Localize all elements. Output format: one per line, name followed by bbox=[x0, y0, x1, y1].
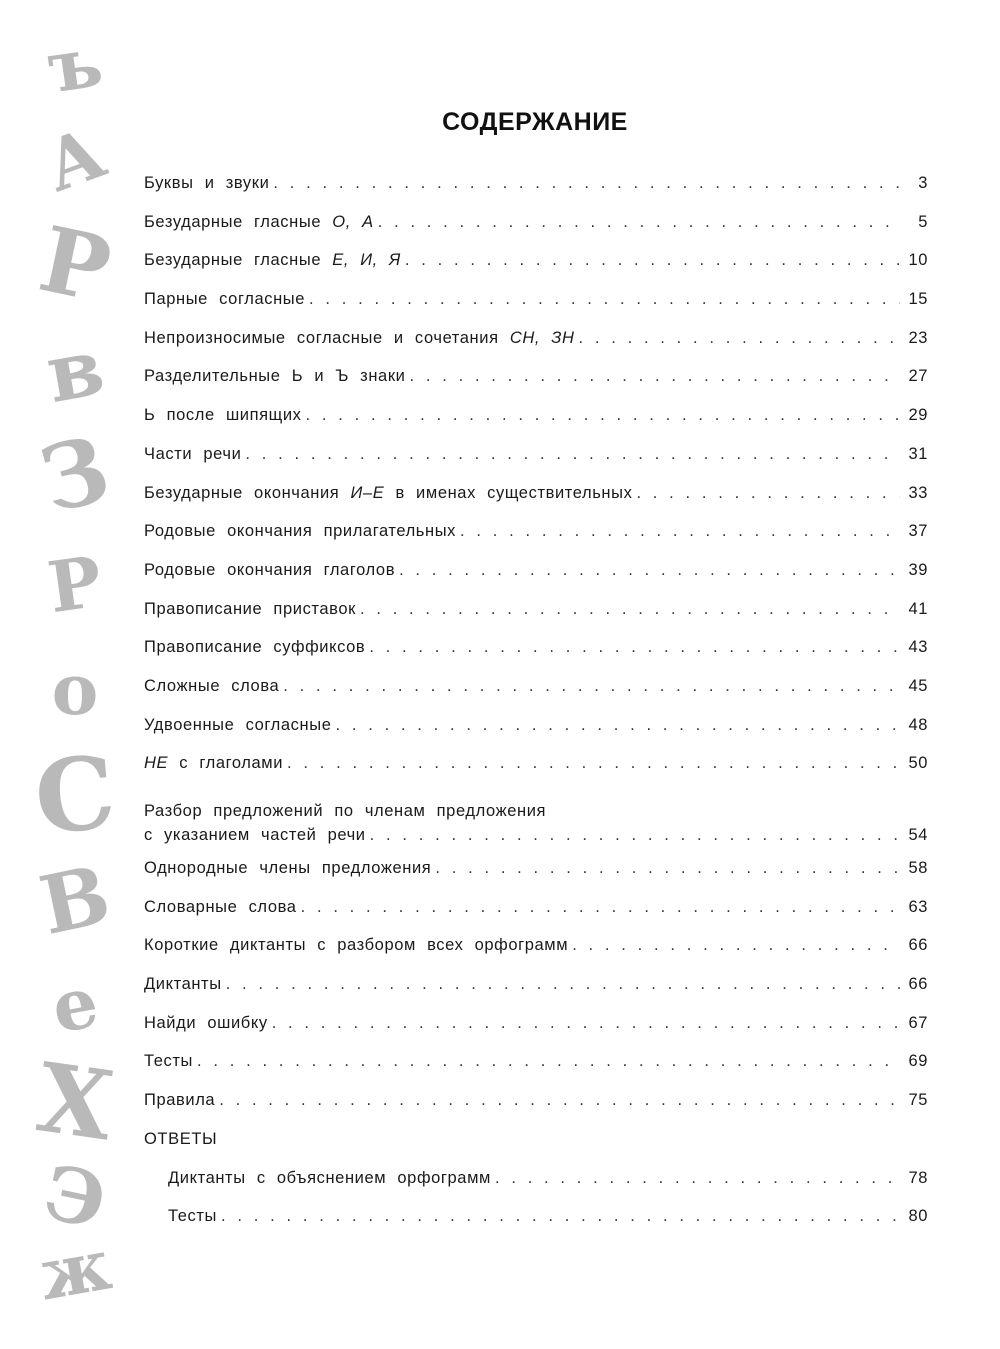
toc-page-number: 10 bbox=[908, 251, 928, 270]
dot-leader bbox=[272, 1014, 900, 1033]
dot-leader bbox=[409, 367, 900, 386]
toc-entry-title: Тесты bbox=[168, 1207, 217, 1226]
dot-leader bbox=[287, 754, 900, 773]
toc-entry-title: Разделительные Ь и Ъ знаки bbox=[144, 367, 406, 386]
toc-page-number: 75 bbox=[908, 1091, 928, 1110]
toc-entry bbox=[144, 1207, 928, 1246]
toc-entry bbox=[144, 716, 928, 755]
decorative-letter: е bbox=[45, 959, 105, 1050]
toc-page-number: 27 bbox=[908, 367, 928, 386]
dot-leader bbox=[335, 716, 900, 735]
decorative-letter: ж bbox=[32, 1222, 117, 1317]
toc-entry bbox=[144, 1091, 928, 1130]
toc-entry-title: Ь после шипящих bbox=[144, 406, 302, 425]
toc-entry bbox=[144, 898, 928, 937]
dot-leader bbox=[370, 823, 900, 847]
toc-entry-title: Безударные гласные Е, И, Я bbox=[144, 251, 401, 270]
toc-entry-title: Безударные окончания И–Е в именах существительных bbox=[144, 483, 633, 502]
toc-entry-title: Родовые окончания прилагательных bbox=[144, 522, 457, 541]
toc-entry bbox=[144, 1014, 928, 1053]
dot-leader bbox=[306, 406, 900, 425]
dot-leader bbox=[301, 898, 900, 917]
toc-entry-title: Найди ошибку bbox=[144, 1013, 268, 1032]
dot-leader bbox=[245, 445, 900, 464]
toc-entry bbox=[144, 600, 928, 639]
dot-leader bbox=[378, 213, 900, 232]
toc-entry bbox=[144, 859, 928, 898]
toc-entry-title: Словарные слова bbox=[144, 897, 297, 916]
toc-entry-title: Диктанты с объяснением орфограмм bbox=[168, 1168, 491, 1187]
toc-entry bbox=[144, 1169, 928, 1208]
toc-entry bbox=[144, 174, 928, 213]
dot-leader bbox=[405, 251, 900, 270]
toc-page-number: 37 bbox=[908, 522, 928, 541]
toc-page-number: 80 bbox=[908, 1207, 928, 1226]
dot-leader bbox=[360, 600, 900, 619]
toc-page-number: 29 bbox=[908, 406, 928, 425]
decorative-letter: А bbox=[33, 110, 116, 209]
decorative-letter-strip bbox=[20, 19, 130, 1320]
decorative-letter: ъ bbox=[42, 19, 108, 110]
toc-entry bbox=[144, 367, 928, 406]
toc-page-number: 39 bbox=[908, 560, 928, 579]
toc-page-number: 41 bbox=[908, 599, 928, 618]
toc-page-number: 66 bbox=[908, 975, 928, 994]
toc-entry bbox=[144, 290, 928, 329]
dot-leader bbox=[460, 522, 900, 541]
toc-entry-title: Правила bbox=[144, 1091, 216, 1110]
dot-leader bbox=[399, 561, 900, 580]
toc-entry bbox=[144, 213, 928, 252]
toc-entry bbox=[144, 561, 928, 600]
dot-leader bbox=[369, 638, 900, 657]
toc-entry bbox=[144, 406, 928, 445]
toc-entry bbox=[144, 638, 928, 677]
toc-entry bbox=[144, 1052, 928, 1091]
toc-page-number: 31 bbox=[908, 444, 928, 463]
toc-page-number: 58 bbox=[908, 859, 928, 877]
dot-leader bbox=[578, 329, 900, 348]
toc-entry bbox=[144, 754, 928, 793]
decorative-letter: Х bbox=[30, 1042, 120, 1163]
toc-entry-title: Правописание суффиксов bbox=[144, 638, 366, 657]
toc-page-number: 15 bbox=[908, 290, 928, 309]
dot-leader bbox=[309, 290, 900, 309]
toc-entry-title: Родовые окончания глаголов bbox=[144, 560, 396, 579]
toc-entry bbox=[144, 975, 928, 1014]
toc-entry bbox=[144, 484, 928, 523]
toc-entry-title-line1: Разбор предложений по членам предложения bbox=[144, 802, 547, 820]
decorative-letter: Р bbox=[30, 206, 120, 324]
toc-entry bbox=[144, 522, 928, 561]
toc-entry bbox=[144, 936, 928, 975]
dot-leader bbox=[283, 677, 900, 696]
toc-entry-title: Парные согласные bbox=[144, 290, 306, 309]
answers-heading: ОТВЕТЫ bbox=[144, 1129, 218, 1148]
dot-leader bbox=[435, 859, 900, 878]
decorative-letter: С bbox=[30, 732, 120, 858]
dot-leader bbox=[495, 1169, 900, 1188]
dot-leader bbox=[221, 1207, 900, 1226]
toc-page-number: 69 bbox=[908, 1052, 928, 1071]
toc-page-number: 45 bbox=[908, 676, 928, 695]
dot-leader bbox=[572, 936, 900, 955]
toc-page-number: 48 bbox=[908, 715, 928, 734]
toc-entry bbox=[144, 677, 928, 716]
toc-entry-title: Части речи bbox=[144, 444, 242, 463]
toc-page-number: 54 bbox=[908, 826, 928, 844]
toc-page-number: 66 bbox=[908, 936, 928, 955]
table-of-contents bbox=[144, 174, 928, 1246]
toc-entry-title: Безударные гласные О, А bbox=[144, 212, 374, 231]
page-title: СОДЕРЖАНИЕ bbox=[442, 108, 628, 136]
dot-leader bbox=[636, 484, 900, 503]
toc-entry bbox=[144, 329, 928, 368]
toc-entry-title: Сложные слова bbox=[144, 676, 280, 695]
toc-page-number: 43 bbox=[908, 638, 928, 657]
dot-leader bbox=[219, 1091, 900, 1110]
toc-page-number: 67 bbox=[908, 1013, 928, 1032]
toc-entry-title: Тесты bbox=[144, 1052, 193, 1071]
decorative-letter: о bbox=[51, 648, 99, 731]
toc-entry-title: Удвоенные согласные bbox=[144, 715, 332, 734]
decorative-letter: В bbox=[32, 846, 118, 954]
decorative-letter: Р bbox=[43, 539, 107, 630]
toc-entry bbox=[144, 251, 928, 290]
dot-leader bbox=[226, 975, 900, 994]
toc-page-number: 3 bbox=[918, 174, 928, 192]
dot-leader bbox=[197, 1052, 900, 1071]
toc-entry-title: Правописание приставок bbox=[144, 599, 356, 618]
toc-entry-title: Диктанты bbox=[144, 975, 222, 994]
toc-entry-title: Короткие диктанты с разбором всех орфограмм bbox=[144, 936, 569, 955]
dot-leader bbox=[273, 174, 900, 193]
toc-page-number: 5 bbox=[918, 212, 928, 231]
toc-entry-title: Однородные члены предложения bbox=[144, 859, 432, 877]
toc-page-number: 23 bbox=[908, 328, 928, 347]
toc-entry-multiline bbox=[144, 793, 928, 847]
toc-entry bbox=[144, 445, 928, 484]
decorative-letter: в bbox=[39, 318, 111, 422]
toc-entry-title: Непроизносимые согласные и сочетания СН, ЗН bbox=[144, 328, 575, 347]
toc-page-number: 33 bbox=[908, 483, 928, 502]
toc-entry-title: Буквы и звуки bbox=[144, 174, 270, 192]
toc-entry-title: НЕ с глаголами bbox=[144, 754, 284, 773]
toc-page-number: 50 bbox=[908, 754, 928, 773]
toc-page-number: 63 bbox=[908, 897, 928, 916]
toc-page-number: 78 bbox=[908, 1168, 928, 1187]
decorative-letter: З bbox=[29, 415, 121, 535]
decorative-letter: Э bbox=[36, 1147, 114, 1247]
toc-entry-title-line2: с указанием частей речи bbox=[144, 826, 366, 844]
